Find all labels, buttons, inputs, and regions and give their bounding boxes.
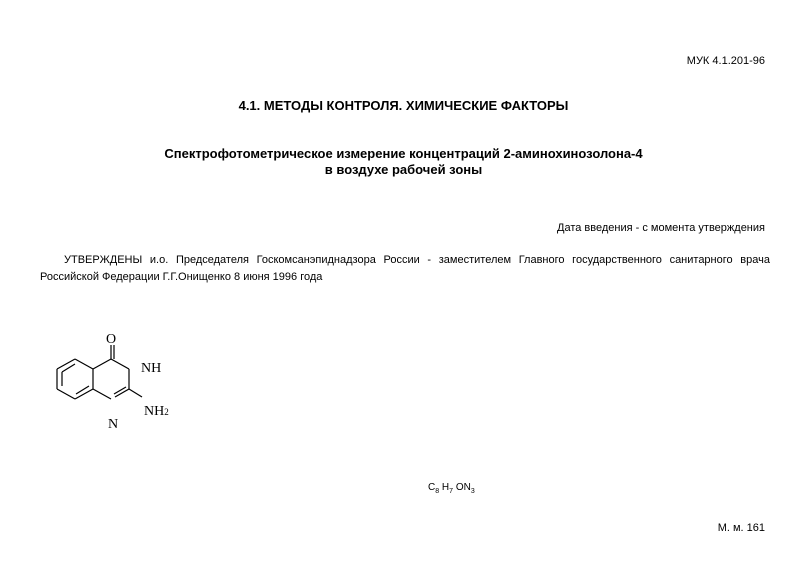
page-number: М. м. 161 (717, 522, 765, 534)
introduction-date: Дата введения - с момента утверждения (557, 222, 765, 234)
bond (93, 359, 111, 369)
chemical-structure (40, 325, 200, 435)
atom-n: N (108, 417, 119, 432)
document-code: МУК 4.1.201-96 (686, 55, 765, 67)
document-title-line-2: в воздухе рабочей зоны (324, 162, 483, 177)
bond (115, 389, 129, 397)
bond (93, 389, 111, 399)
document-title-line-1: Спектрофотометрическое измерение концентраций 2-аминохинозолона-4 (164, 146, 643, 161)
bond (57, 359, 75, 369)
atom-nh2: NH2 (144, 404, 169, 419)
bond (75, 389, 93, 399)
atom-o: O (106, 332, 117, 347)
molecular-formula: $C_8$ $H_7$ $ON_3$ (428, 482, 475, 495)
bond (57, 389, 75, 399)
atom-nh: NH (141, 361, 162, 376)
bond (111, 359, 129, 369)
approval-paragraph: УТВЕРЖДЕНЫ и.о. Председателя Госкомсанэпиднадзора России - заместителем Главного государственного санитарного врача Российской Федерации Г.Г.Онищенко 8 июня 1996 года (40, 254, 770, 283)
bond (114, 387, 126, 394)
bond (75, 359, 93, 369)
document-title (0, 146, 807, 178)
section-title: 4.1. МЕТОДЫ КОНТРОЛЯ. ХИМИЧЕСКИЕ ФАКТОРЫ (238, 98, 569, 113)
bond (129, 389, 142, 397)
